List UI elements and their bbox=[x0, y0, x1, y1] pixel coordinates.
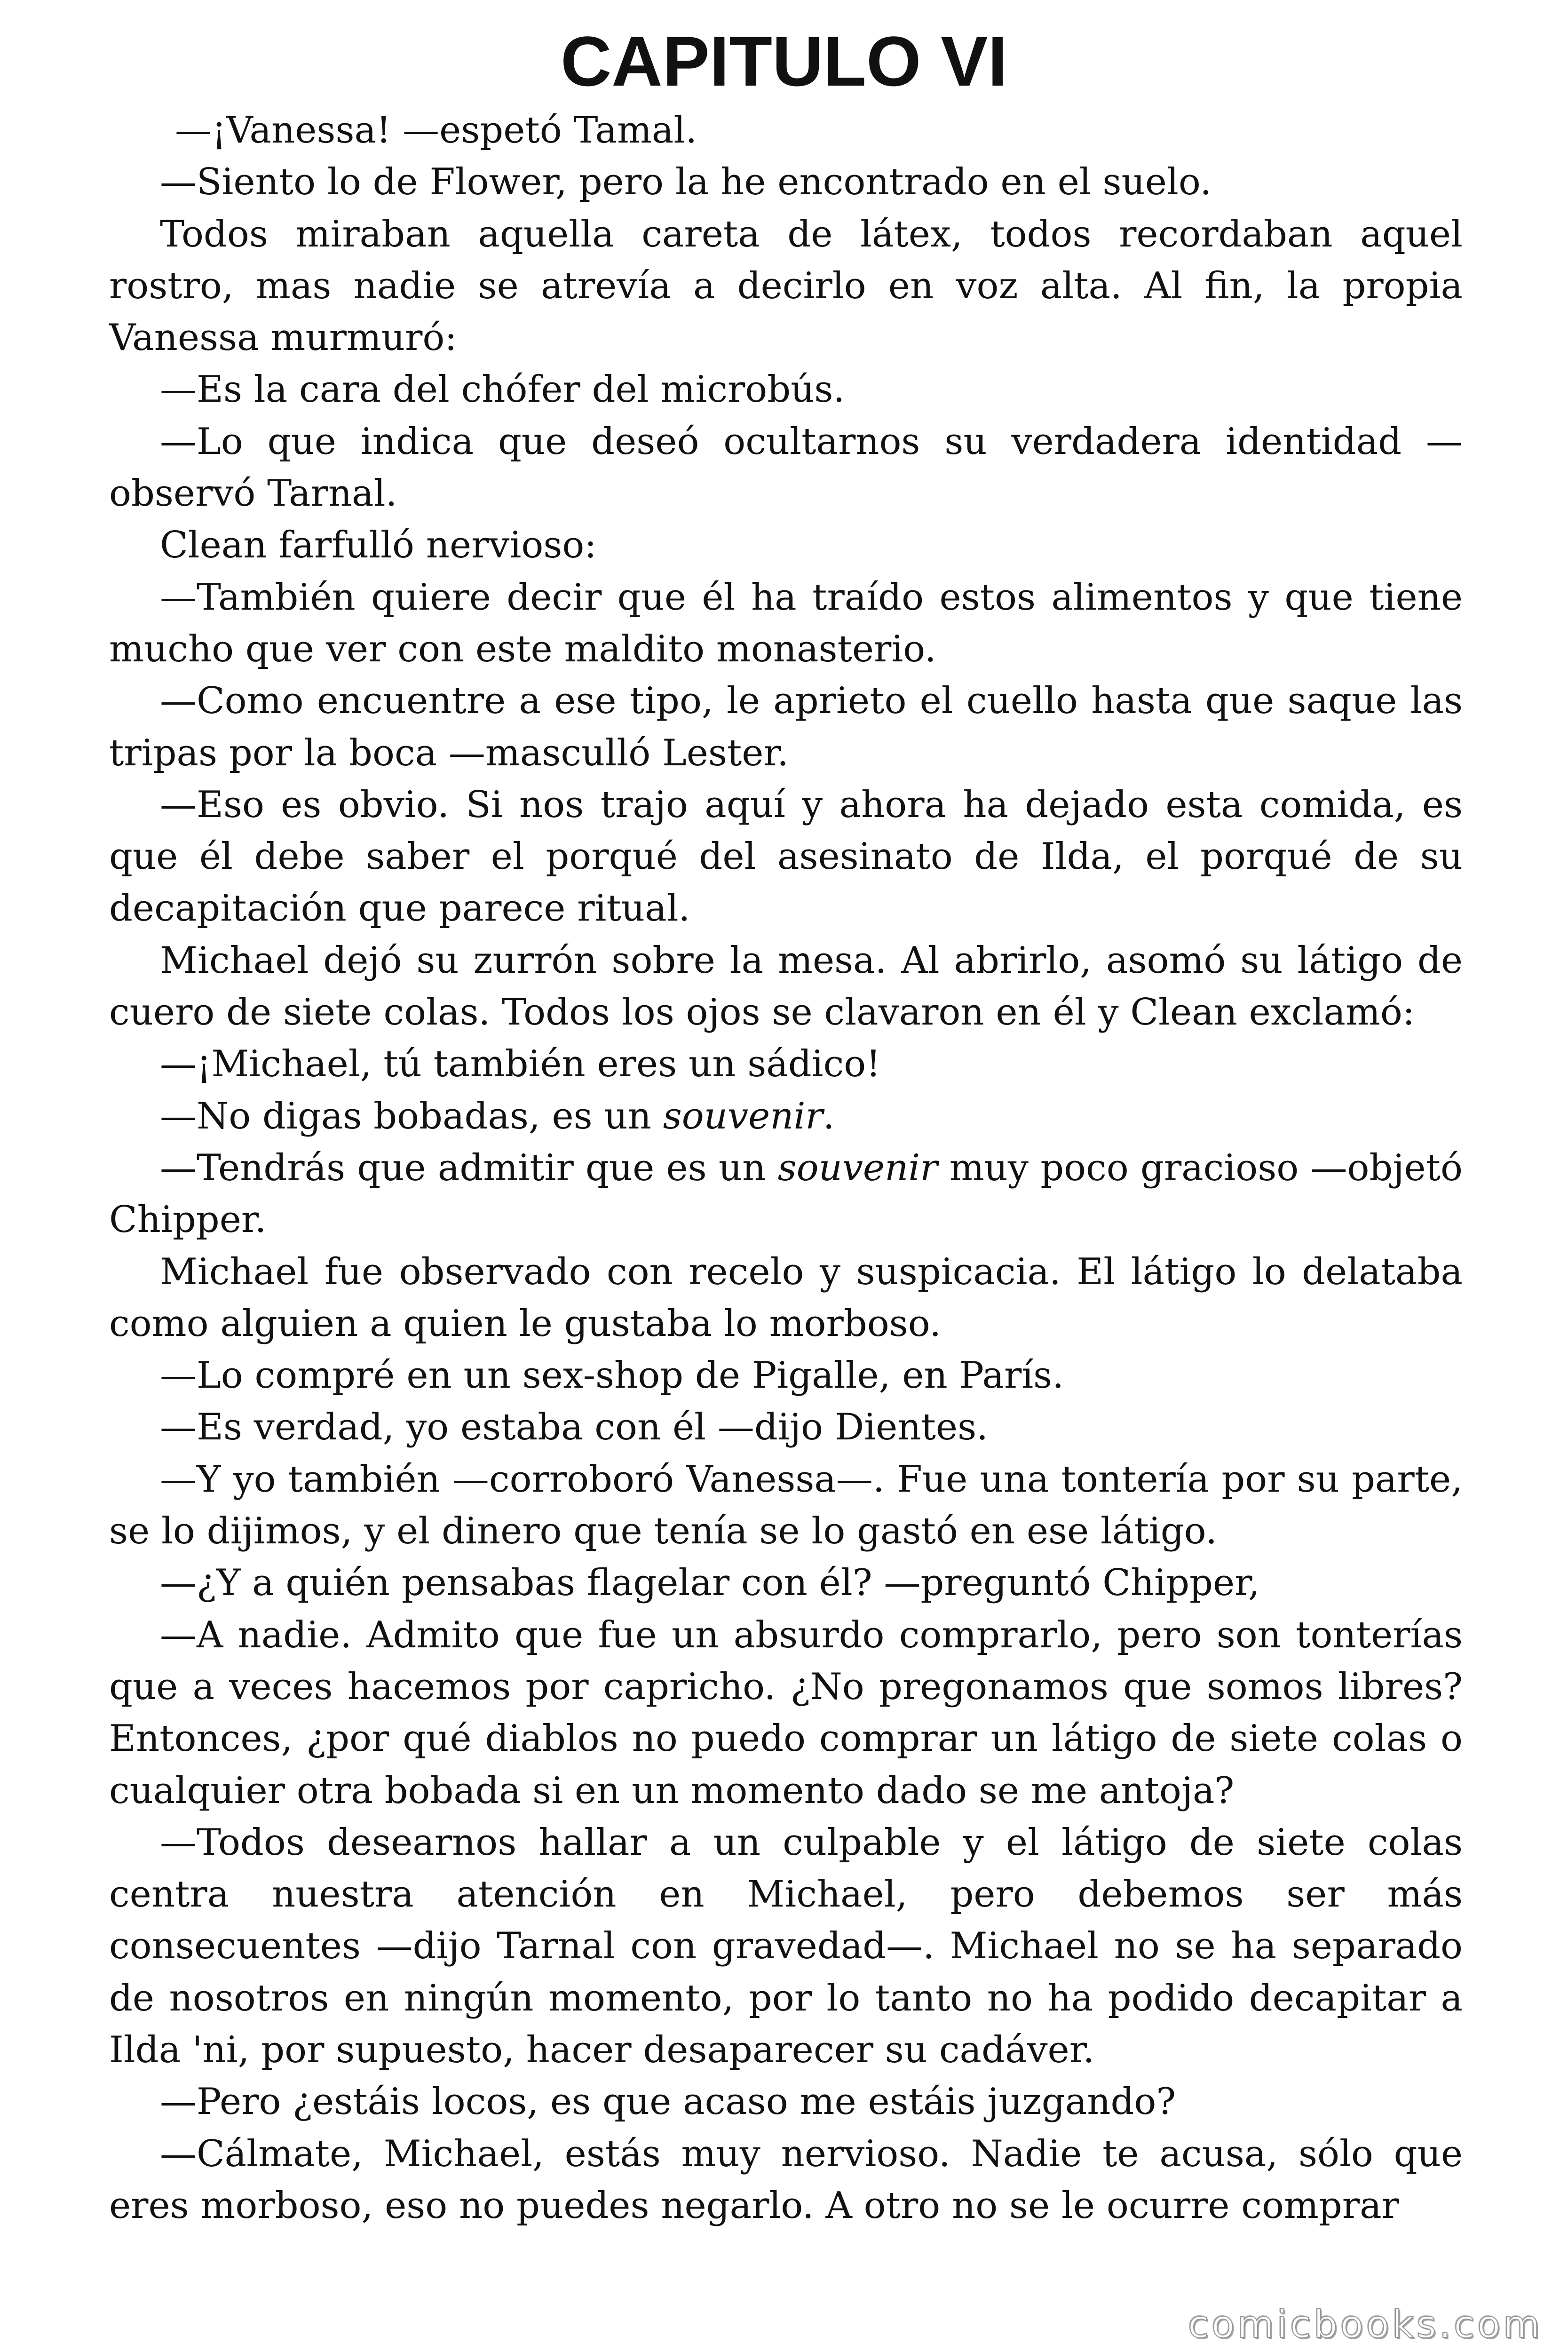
paragraph bbox=[109, 1142, 1463, 1246]
paragraph bbox=[109, 935, 1463, 1039]
text-run: —Pero ¿estáis locos, es que acaso me estáis juzgando? bbox=[160, 2081, 1176, 2123]
text-run: —Tendrás que admitir que es un bbox=[160, 1146, 778, 1189]
paragraph bbox=[109, 156, 1463, 208]
text-run: Todos miraban aquella careta de látex, todos recordaban aquel rostro, mas nadie se atrevía a decirlo en voz alta. Al fin, la propia Vanessa murmuró: bbox=[109, 213, 1463, 359]
paragraph bbox=[109, 1246, 1463, 1350]
paragraph bbox=[109, 416, 1463, 520]
text-run: —Todos desearnos hallar a un culpable y el látigo de siete colas centra nuestra atención en Michael, pero debemos ser más consecuentes —dijo Tarnal con gravedad—. Michael no se ha separado de nosotros en ningún momento, por lo tanto no ha podido decapitar a Ilda 'ni, por supuesto, hacer desaparecer su cadáver. bbox=[109, 1821, 1463, 2071]
paragraph bbox=[109, 519, 1463, 571]
paragraph bbox=[109, 1090, 1463, 1142]
text-run: —¡Vanessa! —espetó Tamal. bbox=[175, 109, 697, 151]
text-run: —Es la cara del chófer del microbús. bbox=[160, 368, 845, 411]
paragraph bbox=[109, 104, 1463, 156]
paragraph bbox=[109, 1350, 1463, 1401]
text-run: muy poco gracioso —objetó Chipper. bbox=[109, 1146, 1463, 1241]
text-run: —Como encuentre a ese tipo, le aprieto el cuello hasta que saque las tripas por la boca —masculló Lester. bbox=[109, 680, 1463, 774]
paragraph bbox=[109, 1817, 1463, 2076]
paragraph bbox=[109, 2076, 1463, 2128]
text-run: —A nadie. Admito que fue un absurdo comprarlo, pero son tonterías que a veces hacemos por capricho. ¿No pregonamos que somos libres? Entonces, ¿por qué diablos no puedo comprar un látigo de siete colas o cualquier otra bobada si en un momento dado se me antoja? bbox=[109, 1613, 1463, 1812]
paragraph bbox=[109, 779, 1463, 935]
paragraph bbox=[109, 1454, 1463, 1557]
chapter-body bbox=[109, 104, 1463, 2232]
italic-word: souvenir bbox=[663, 1095, 823, 1137]
paragraph bbox=[109, 572, 1463, 675]
paragraph bbox=[109, 2128, 1463, 2232]
text-run: —¿Y a quién pensabas flagelar con él? —preguntó Chipper, bbox=[160, 1562, 1260, 1605]
text-run: Michael fue observado con recelo y suspicacia. El látigo lo delataba como alguien a quien le gustaba lo morboso. bbox=[109, 1250, 1463, 1345]
text-run: —También quiere decir que él ha traído estos alimentos y que tiene mucho que ver con este maldito monasterio. bbox=[109, 576, 1463, 670]
text-run: . bbox=[823, 1095, 835, 1137]
site-watermark: comicbooks.com bbox=[1188, 2303, 1543, 2346]
text-run: —Lo que indica que deseó ocultarnos su verdadera identidad —observó Tarnal. bbox=[109, 420, 1463, 515]
text-run: —Siento lo de Flower, pero la he encontrado en el suelo. bbox=[160, 161, 1212, 204]
text-run: —Es verdad, yo estaba con él —dijo Dientes. bbox=[160, 1406, 988, 1449]
italic-word: souvenir bbox=[777, 1146, 938, 1189]
text-run: —¡Michael, tú también eres un sádico! bbox=[160, 1043, 881, 1086]
paragraph bbox=[109, 675, 1463, 779]
paragraph bbox=[109, 1038, 1463, 1090]
text-run: Clean farfulló nervioso: bbox=[160, 524, 597, 567]
paragraph bbox=[109, 1609, 1463, 1817]
paragraph bbox=[109, 1401, 1463, 1453]
paragraph bbox=[109, 1557, 1463, 1609]
paragraph bbox=[109, 364, 1463, 415]
chapter-title: CAPITULO VI bbox=[560, 22, 1008, 101]
text-run: —Eso es obvio. Si nos trajo aquí y ahora ha dejado esta comida, es que él debe saber el porqué del asesinato de Ilda, el porqué de su decapitación que parece ritual. bbox=[109, 783, 1463, 930]
text-run: —No digas bobadas, es un bbox=[160, 1095, 663, 1137]
paragraph bbox=[109, 208, 1463, 364]
text-run: —Cálmate, Michael, estás muy nervioso. Nadie te acusa, sólo que eres morboso, eso no puedes negarlo. A otro no se le ocurre comprar bbox=[109, 2132, 1463, 2227]
text-run: Michael dejó su zurrón sobre la mesa. Al abrirlo, asomó su látigo de cuero de siete colas. Todos los ojos se clavaron en él y Clean exclamó: bbox=[109, 939, 1463, 1034]
text-run: —Y yo también —corroboró Vanessa—. Fue una tontería por su parte, se lo dijimos, y el dinero que tenía se lo gastó en ese látigo. bbox=[109, 1458, 1463, 1553]
text-run: —Lo compré en un sex-shop de Pigalle, en París. bbox=[160, 1354, 1064, 1397]
